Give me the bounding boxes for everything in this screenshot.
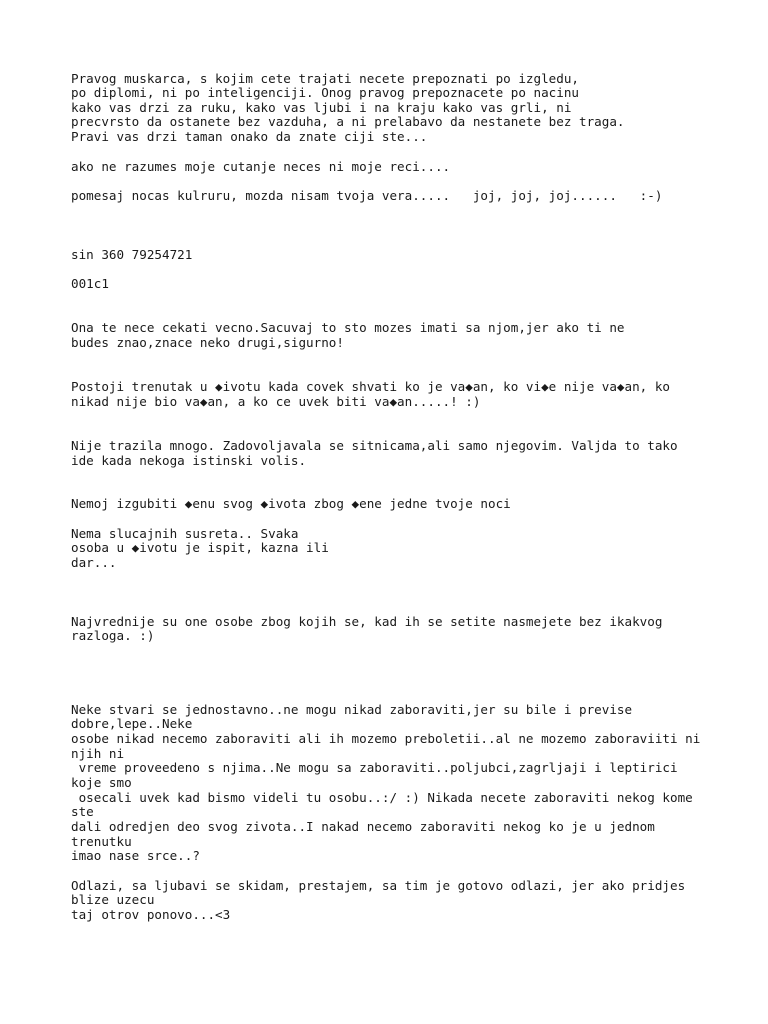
text-line: budes znao,znace neko drugi,sigurno! (71, 335, 344, 350)
text-line: njih ni (71, 746, 125, 761)
text-line: taj otrov ponovo...<3 (71, 907, 231, 922)
text-line: imao nase srce..? (71, 848, 200, 863)
text-line: trenutku (71, 834, 132, 849)
text-line: Nema slucajnih susreta.. Svaka (71, 526, 299, 541)
text-line: Neke stvari se jednostavno..ne mogu nikad zaboraviti,jer su bile i previse (71, 702, 633, 717)
text-line: pomesaj nocas kulruru, mozda nisam tvoja vera..... joj, joj, joj...... :-) (71, 188, 663, 203)
text-line: Postoji trenutak u ◆ivotu kada covek shvati ko je va◆an, ko vi◆e nije va◆an, ko (71, 379, 670, 394)
text-line: 001c1 (71, 276, 109, 291)
text-line: ako ne razumes moje cutanje neces ni moje reci.... (71, 159, 451, 174)
text-line: Ona te nece cekati vecno.Sacuvaj to sto mozes imati sa njom,jer ako ti ne (71, 320, 625, 335)
text-line: blize uzecu (71, 892, 155, 907)
text-line: Pravi vas drzi taman onako da znate ciji ste... (71, 129, 428, 144)
text-line: Odlazi, sa ljubavi se skidam, prestajem, sa tim je gotovo odlazi, jer ako pridjes (71, 878, 686, 893)
text-line: Nije trazila mnogo. Zadovoljavala se sitnicama,ali samo njegovim. Valjda to tako (71, 438, 678, 453)
text-line: po diplomi, ni po inteligenciji. Onog pravog prepoznacete po nacinu (71, 85, 579, 100)
text-line: Pravog muskarca, s kojim cete trajati necete prepoznati po izgledu, (71, 71, 579, 86)
text-line: ide kada nekoga istinski volis. (71, 453, 307, 468)
text-line: sin 360 79254721 (71, 247, 193, 262)
text-line: razloga. :) (71, 628, 155, 643)
text-line: kako vas drzi za ruku, kako vas ljubi i na kraju kako vas grli, ni (71, 100, 572, 115)
text-line: nikad nije bio va◆an, a ko ce uvek biti va◆an.....! :) (71, 394, 481, 409)
text-line: Nemoj izgubiti ◆enu svog ◆ivota zbog ◆ene jedne tvoje noci (71, 496, 511, 511)
text-line: dobre,lepe..Neke (71, 716, 193, 731)
text-line: ste (71, 804, 94, 819)
text-line: Najvrednije su one osobe zbog kojih se, kad ih se setite nasmejete bez ikakvog (71, 614, 663, 629)
text-line: vreme proveedeno s njima..Ne mogu sa zaboraviti..poljubci,zagrljaji i leptirici (71, 760, 678, 775)
text-line: dali odredjen deo svog zivota..I nakad necemo zaboraviti nekog ko je u jednom (71, 819, 655, 834)
text-line: precvrsto da ostanete bez vazduha, a ni prelabavo da nestanete bez traga. (71, 114, 625, 129)
text-line: dar... (71, 555, 117, 570)
text-line: osoba u ◆ivotu je ispit, kazna ili (71, 540, 329, 555)
text-line: koje smo (71, 775, 132, 790)
text-line: osobe nikad necemo zaboraviti ali ih mozemo preboletii..al ne mozemo zaboraviiti ni (71, 731, 701, 746)
text-line: osecali uvek kad bismo videli tu osobu..:/ :) Nikada necete zaboraviti nekog kome (71, 790, 693, 805)
